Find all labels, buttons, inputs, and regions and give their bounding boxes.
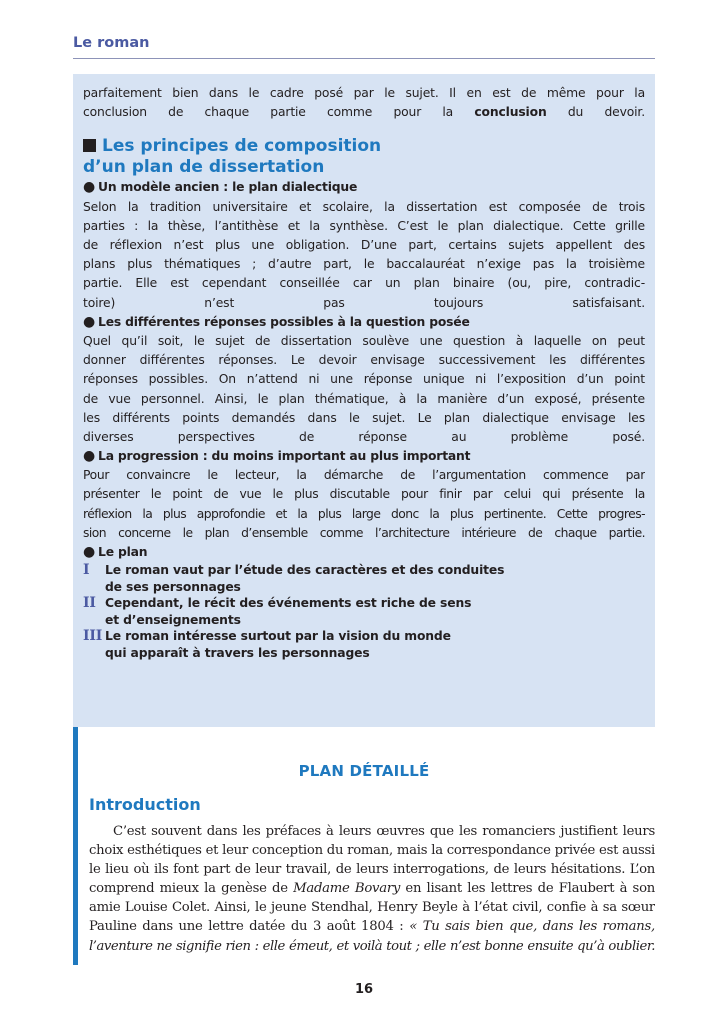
paragraph-progression: [83, 466, 645, 543]
text-line: C’est souvent dans les préfaces à leurs œuvres que les romanciers justifient leurs: [113, 824, 655, 839]
roman-numeral: III: [83, 628, 103, 645]
plan-list: [83, 562, 645, 661]
text-line: Pour convaincre le lecteur, la démarche de l’argumentation commence par: [83, 468, 645, 483]
introduction-paragraph: [89, 822, 655, 956]
text-line: plans plus thématiques ; d’autre part, le baccalauréat n’exige pas la troisième: [83, 257, 645, 272]
text-line: donner différentes réponses. Le devoir envisage successivement les différentes: [83, 353, 645, 368]
emphasis: conclusion: [474, 105, 547, 120]
text-line: toire) n’est pas toujours satisfaisant.: [83, 295, 645, 310]
introduction-heading: Introduction: [89, 795, 201, 814]
plan-item-line: qui apparaît à travers les personnages: [105, 645, 370, 660]
running-head: Le roman: [73, 35, 150, 51]
text-line: de réflexion n’est plus une obligation. D’une part, certains sujets appellent des: [83, 237, 645, 252]
text-line: réponses possibles. On n’attend ni une réponse unique ni l’exposition d’un point: [83, 372, 645, 387]
plan-item-line: Le roman intéresse surtout par la vision du monde: [105, 629, 451, 644]
plan-item-line: Le roman vaut par l’étude des caractères et des conduites: [105, 563, 505, 578]
subheading-dialectic: ● Un modèle ancien : le plan dialectique: [83, 179, 358, 196]
paragraph-responses: [83, 332, 645, 447]
text-line: choix esthétiques et leur conception du roman, mais la correspondance privée est aussi: [89, 843, 655, 859]
paragraph-dialectic: [83, 198, 645, 313]
plan-item-line: Cependant, le récit des événements est riche de sens: [105, 596, 472, 611]
text-line: partie. Elle est cependant conseillée car un plan binaire (ou, pire, contradic-: [83, 276, 645, 291]
text-line: le lieu où ils font part de leur travail, de leurs interrogations, de leurs hésitations. L’on: [89, 862, 655, 878]
subheading-responses: ● Les différentes réponses possibles à la question posée: [83, 313, 470, 330]
text-line: Pauline dans une lettre datée du 3 août 1804 : « Tu sais bien que, dans les romans,: [89, 919, 655, 935]
bullet-icon: ●: [83, 448, 96, 465]
text-line: parfaitement bien dans le cadre posé par le sujet. Il en est de même pour la: [83, 86, 645, 100]
roman-numeral: I: [83, 562, 90, 579]
text-line: présenter le point de vue le plus discutable pour finir par celui qui présente la: [83, 487, 645, 502]
method-box-content: [83, 84, 645, 661]
plan-detail-title: PLAN DÉTAILLÉ: [298, 762, 430, 780]
text-line: comprend mieux la genèse de Madame Bovary en lisant les lettres de Flaubert à son: [89, 881, 655, 897]
text-line: de vue personnel. Ainsi, le plan thématique, à la manière d’un exposé, présente: [83, 391, 645, 406]
plan-item-line: de ses personnages: [105, 579, 241, 594]
text-line: Quel qu’il soit, le sujet de dissertation soulève une question à laquelle on peut: [83, 333, 645, 348]
plan-item: [83, 562, 645, 595]
text-line: conclusion de chaque partie comme pour la conclusion du devoir.: [83, 105, 645, 120]
text-line: réflexion la plus approfondie et la plus large donc la plus pertinente. Cette progres-: [83, 506, 645, 521]
subheading-plan: ● Le plan: [83, 544, 148, 561]
bullet-icon: ●: [83, 179, 96, 196]
text-line: amie Louise Colet. Ainsi, le jeune Stendhal, Henry Beyle à l’état civil, confie à sa sœur: [89, 900, 655, 916]
roman-numeral: II: [83, 595, 96, 612]
section-title: Les principes de composition d’un plan de dissertation: [83, 136, 382, 178]
text-line: Selon la tradition universitaire et scolaire, la dissertation est composée de trois: [83, 199, 645, 214]
square-bullet-icon: [83, 139, 96, 152]
text-line: parties : la thèse, l’antithèse et la synthèse. C’est le plan dialectique. Cette grille: [83, 218, 645, 233]
plan-item: [83, 628, 645, 661]
text-line: les différents points demandés dans le sujet. Le plan dialectique envisage les: [83, 410, 645, 425]
header-rule: [73, 58, 655, 59]
page-number: 16: [354, 982, 374, 997]
plan-item: [83, 595, 645, 628]
box-intro-paragraph: [83, 84, 645, 122]
text-line: sion concerne le plan d’ensemble comme l’architecture intérieure de chaque partie.: [83, 525, 645, 540]
subheading-progression: ● La progression : du moins important au plus important: [83, 448, 471, 465]
bullet-icon: ●: [83, 544, 96, 561]
plan-item-line: et d’enseignements: [105, 612, 241, 627]
text-line: l’aventure ne signifie rien : elle émeut, et voilà tout ; elle n’est bonne ensuite qu’à oublier.: [89, 938, 655, 954]
quotation: « Tu sais bien que, dans les romans,: [409, 919, 655, 935]
text-line: diverses perspectives de réponse au problème posé.: [83, 429, 645, 444]
method-box: [73, 74, 655, 727]
bullet-icon: ●: [83, 313, 96, 330]
book-title: Madame Bovary: [293, 881, 401, 897]
